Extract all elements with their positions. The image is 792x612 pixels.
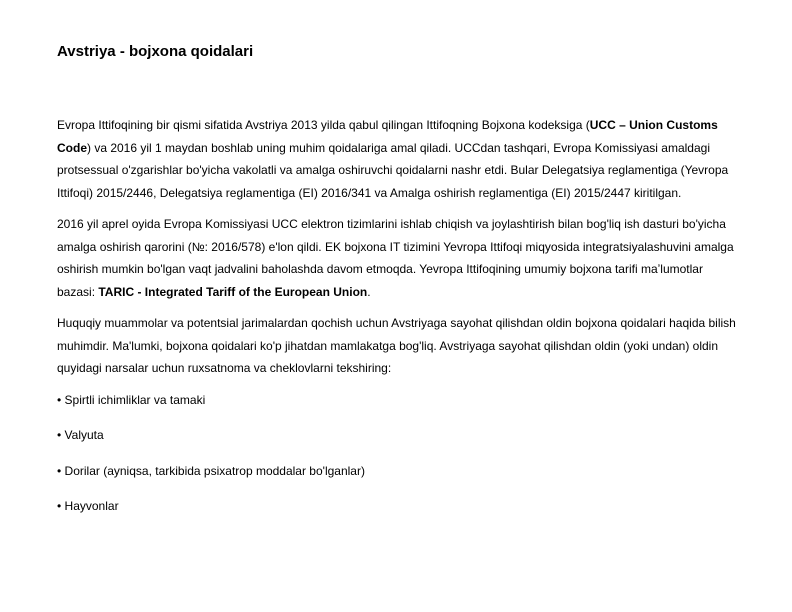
paragraph-it-systems (57, 213, 737, 303)
bullet-item-currency: • Valyuta (57, 428, 104, 442)
paragraph-text: ) va 2016 yil 1 maydan boshlab uning muhim qoidalariga amal qiladi. UCCdan tashqari, Evropa Komissiyasi amaldagi protsessual o'zgarishlar bo'yicha vakolatli va amalga oshiruvchi qoidalarni nashr etdi. Bular Delegatsiya reglamentiga (Yevropa Ittifoqi) 2015/2446, Delegatsiya reglamentiga (EI) 2016/341 va Amalga oshirish reglamentiga (EI) 2015/2447 kiritilgan. (57, 140, 729, 200)
bullet-item-alcohol-tobacco: • Spirtli ichimliklar va tamaki (57, 392, 206, 407)
ucc-bold-term: UCC – Union Customs Code (57, 118, 718, 155)
paragraph-text: . (367, 284, 371, 299)
paragraph-text: Evropa Ittifoqining bir qismi sifatida Avstriya 2013 yilda qabul qilingan Ittifoqning Bojxona kodeksiga ( (57, 118, 590, 132)
document-body (57, 114, 737, 531)
paragraph-ucc (57, 114, 737, 204)
taric-bold-term: TARIC - Integrated Tariff of the European Union (98, 284, 368, 299)
paragraph-text: Huquqiy muammolar va potentsial jarimalardan qochish uchun Avstriyaga sayohat qilishdan oldin bojxona qoidalari haqida bilish muhimdir. Ma'lumki, bojxona qoidalari ko'p jihatdan mamlakatga bog'liq. Avstriyaga sayohat qilishdan oldin (yoki undan) oldin quyidagi narsalar uchun ruxsatnoma va cheklovlarni tekshiring: (57, 316, 736, 375)
bullet-item-animals: • Hayvonlar (57, 499, 119, 513)
paragraph-text: 2016 yil aprel oyida Evropa Komissiyasi UCC elektron tizimlarini ishlab chiqish va joylashtirish bilan bog'liq ish dasturi bo'yicha amalga oshirish qarorini (№: 2016/578) e'lon qildi. EK bojxona IT tizimini Yevropa Ittifoqi miqyosida integratsiyalashuvini amalga oshirish mumkin bo'lgan vaqt jadvalini baholashda davom etmoqda. Yevropa Ittifoqining umumiy bojxona tarifi maʼlumotlar bazasi: (57, 217, 734, 299)
paragraph-travel-advice (57, 312, 737, 380)
page-title: Avstriya - bojxona qoidalari (57, 43, 254, 60)
bullet-item-medicines: • Dorilar (ayniqsa, tarkibida psixatrop moddalar bo'lganlar) (57, 463, 365, 478)
